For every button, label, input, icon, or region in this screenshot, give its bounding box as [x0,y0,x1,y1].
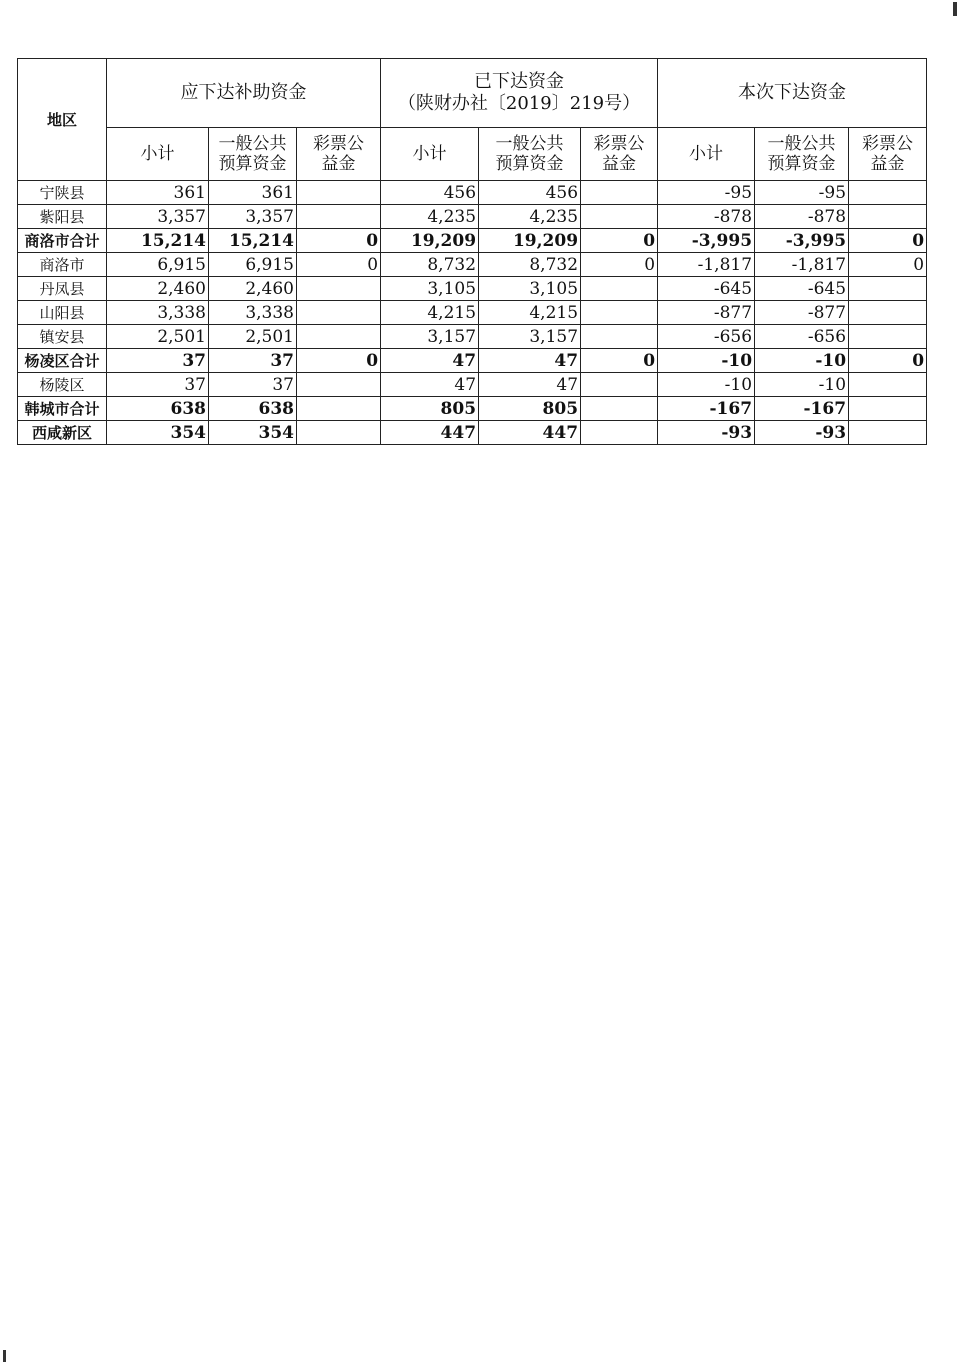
amount-cell: -10 [658,373,755,397]
table-row [18,397,927,421]
region-cell: 商洛市合计 [18,229,107,253]
subheader-general-line1: 一般公共 [218,134,287,154]
amount-cell [581,181,658,205]
header-group-issued [381,59,658,128]
region-cell: 丹凤县 [18,277,107,301]
subheader-lottery-line1: 彩票公 [593,134,645,154]
amount-cell [297,301,381,325]
amount-cell [297,205,381,229]
region-cell: 韩城市合计 [18,397,107,421]
amount-cell: -878 [755,205,849,229]
table-row [18,421,927,445]
amount-cell: 805 [381,397,479,421]
amount-cell: 4,215 [381,301,479,325]
amount-cell: -10 [658,349,755,373]
amount-cell: -1,817 [755,253,849,277]
amount-cell: 47 [381,373,479,397]
amount-cell [297,325,381,349]
amount-cell: 354 [107,421,209,445]
amount-cell: -878 [658,205,755,229]
amount-cell: -93 [755,421,849,445]
amount-cell [849,421,927,445]
amount-cell: 361 [107,181,209,205]
amount-cell: 3,357 [209,205,297,229]
amount-cell: -95 [658,181,755,205]
amount-cell: -3,995 [658,229,755,253]
amount-cell: 37 [209,373,297,397]
amount-cell: 47 [479,373,581,397]
amount-cell [849,181,927,205]
amount-cell: -656 [658,325,755,349]
amount-cell: 4,235 [479,205,581,229]
amount-cell [581,205,658,229]
subheader-general-line2: 预算资金 [218,154,287,174]
region-cell: 紫阳县 [18,205,107,229]
amount-cell: -1,817 [658,253,755,277]
region-cell: 商洛市 [18,253,107,277]
table-row [18,325,927,349]
amount-cell [581,301,658,325]
subheader-lottery [849,128,927,181]
amount-cell: 638 [209,397,297,421]
amount-cell: 37 [209,349,297,373]
scan-edge-mark-left [3,1350,6,1362]
amount-cell: 8,732 [381,253,479,277]
amount-cell: 2,460 [107,277,209,301]
amount-cell: -645 [658,277,755,301]
subheader-subtotal: 小计 [107,128,209,181]
scan-edge-mark [953,2,957,16]
amount-cell: -93 [658,421,755,445]
subheader-general [479,128,581,181]
amount-cell [581,397,658,421]
subheader-lottery-line1: 彩票公 [862,134,914,154]
region-cell: 西咸新区 [18,421,107,445]
fund-allocation-table [17,58,927,445]
amount-cell: 15,214 [107,229,209,253]
table-body [18,181,927,445]
amount-cell [581,373,658,397]
amount-cell: 638 [107,397,209,421]
amount-cell: 0 [849,253,927,277]
amount-cell: 3,157 [479,325,581,349]
table-row [18,349,927,373]
amount-cell: -877 [755,301,849,325]
region-cell: 山阳县 [18,301,107,325]
region-cell: 镇安县 [18,325,107,349]
amount-cell: 47 [381,349,479,373]
amount-cell: -645 [755,277,849,301]
table-row [18,373,927,397]
subheader-lottery-line1: 彩票公 [313,134,365,154]
subheader-general [209,128,297,181]
amount-cell: 447 [381,421,479,445]
table-row [18,253,927,277]
header-group-issued-line1: 已下达资金 [474,71,565,92]
amount-cell [849,301,927,325]
amount-cell [849,373,927,397]
subheader-subtotal: 小计 [658,128,755,181]
amount-cell: -877 [658,301,755,325]
amount-cell: -10 [755,373,849,397]
amount-cell: 19,209 [381,229,479,253]
amount-cell: 19,209 [479,229,581,253]
amount-cell: 4,215 [479,301,581,325]
amount-cell [297,277,381,301]
amount-cell: 0 [297,349,381,373]
amount-cell: 3,105 [479,277,581,301]
amount-cell: 3,338 [107,301,209,325]
amount-cell: 4,235 [381,205,479,229]
header-group-issued-line2: （陕财办社〔2019〕219号） [397,93,641,114]
amount-cell: -10 [755,349,849,373]
amount-cell: -656 [755,325,849,349]
region-cell: 杨凌区合计 [18,349,107,373]
header-group-current: 本次下达资金 [658,59,927,128]
table-row [18,277,927,301]
region-cell: 杨陵区 [18,373,107,397]
subheader-general-line2: 预算资金 [767,154,836,174]
amount-cell [849,397,927,421]
amount-cell: 0 [297,229,381,253]
amount-cell: 2,460 [209,277,297,301]
amount-cell: 37 [107,349,209,373]
amount-cell [849,325,927,349]
amount-cell: 456 [479,181,581,205]
amount-cell: 15,214 [209,229,297,253]
subheader-lottery [581,128,658,181]
amount-cell: 361 [209,181,297,205]
amount-cell [581,421,658,445]
amount-cell: 3,105 [381,277,479,301]
amount-cell: 3,338 [209,301,297,325]
amount-cell [581,277,658,301]
amount-cell: -3,995 [755,229,849,253]
subheader-lottery-line2: 益金 [870,154,905,174]
amount-cell: 0 [849,349,927,373]
amount-cell: 2,501 [209,325,297,349]
amount-cell: -95 [755,181,849,205]
amount-cell: 0 [849,229,927,253]
amount-cell: 2,501 [107,325,209,349]
amount-cell: 6,915 [209,253,297,277]
amount-cell: 6,915 [107,253,209,277]
amount-cell: 447 [479,421,581,445]
amount-cell: 354 [209,421,297,445]
region-cell: 宁陕县 [18,181,107,205]
amount-cell [297,421,381,445]
header-region: 地区 [18,59,107,181]
amount-cell: 8,732 [479,253,581,277]
amount-cell: 3,357 [107,205,209,229]
header-group-due: 应下达补助资金 [107,59,381,128]
amount-cell: 3,157 [381,325,479,349]
amount-cell: 805 [479,397,581,421]
subheader-general [755,128,849,181]
subheader-general-line2: 预算资金 [495,154,564,174]
subheader-lottery [297,128,381,181]
table-row [18,301,927,325]
amount-cell: 0 [581,349,658,373]
amount-cell: 0 [581,229,658,253]
amount-cell: 0 [297,253,381,277]
amount-cell: -167 [755,397,849,421]
subheader-lottery-line2: 益金 [321,154,356,174]
subheader-subtotal: 小计 [381,128,479,181]
amount-cell: 37 [107,373,209,397]
amount-cell: 0 [581,253,658,277]
amount-cell [581,325,658,349]
amount-cell [297,181,381,205]
table-row [18,205,927,229]
subheader-general-line1: 一般公共 [767,134,836,154]
amount-cell [297,373,381,397]
amount-cell: -167 [658,397,755,421]
subheader-general-line1: 一般公共 [495,134,564,154]
amount-cell [297,397,381,421]
amount-cell [849,277,927,301]
table-row [18,229,927,253]
amount-cell: 47 [479,349,581,373]
table-row [18,181,927,205]
amount-cell: 456 [381,181,479,205]
amount-cell [849,205,927,229]
subheader-lottery-line2: 益金 [602,154,637,174]
